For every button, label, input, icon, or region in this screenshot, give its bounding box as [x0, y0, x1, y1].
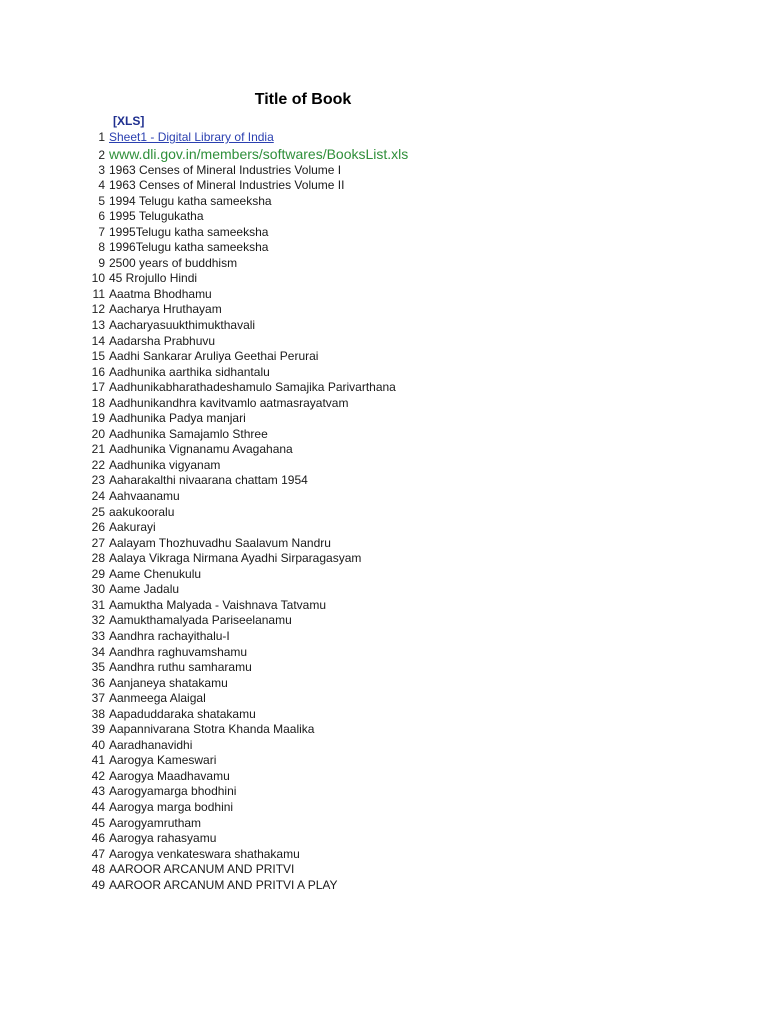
list-item	[0, 380, 408, 396]
row-number: 28	[91, 551, 105, 566]
book-title: Aahvaanamu	[109, 489, 180, 504]
book-title: Aadhunika Padya manjari	[109, 411, 246, 426]
row-number: 30	[91, 582, 105, 597]
book-title: Aarogya marga bodhini	[109, 799, 234, 814]
list-item	[0, 660, 408, 676]
book-title: Aadhunika Samajamlo Sthree	[109, 426, 268, 441]
book-title: 45 Rrojullo Hindi	[109, 271, 198, 286]
row-number: 14	[91, 333, 105, 348]
book-title: 1994 Telugu katha sameeksha	[109, 193, 272, 208]
book-title: Aadhi Sankarar Aruliya Geethai Perurai	[109, 349, 319, 364]
book-title: 1995Telugu katha sameeksha	[109, 224, 269, 239]
row-number: 47	[91, 846, 105, 861]
row-number: 45	[91, 815, 105, 830]
book-title: Aakurayi	[109, 520, 156, 535]
book-title: Aadhunikabharathadeshamulo Samajika Parivarthana	[109, 380, 396, 395]
row-number: 27	[91, 535, 105, 550]
row-number: 12	[91, 302, 105, 317]
list-item	[0, 613, 408, 629]
row-number: 42	[91, 768, 105, 783]
list-item	[0, 287, 408, 303]
list-item	[0, 349, 408, 365]
list-item	[0, 847, 408, 863]
row-number: 35	[91, 660, 105, 675]
book-title: Aaharakalthi nivaarana chattam 1954	[109, 473, 308, 488]
book-title: 1995 Telugukatha	[109, 209, 204, 224]
book-title: Aamukthamalyada Pariseelanamu	[109, 613, 292, 628]
row-number: 3	[98, 162, 105, 177]
row-number: 13	[91, 318, 105, 333]
row-number: 25	[91, 504, 105, 519]
list-item	[0, 582, 408, 598]
row-number: 39	[91, 722, 105, 737]
row-number: 43	[91, 784, 105, 799]
row-number: 40	[91, 737, 105, 752]
list-item	[0, 178, 408, 194]
row-number: 33	[91, 628, 105, 643]
list-item	[0, 816, 408, 832]
list-item	[0, 676, 408, 692]
list-item	[0, 489, 408, 505]
list-item[interactable]	[0, 130, 408, 146]
book-title: Aanmeega Alaigal	[109, 691, 206, 706]
book-title: Aalayam Thozhuvadhu Saalavum Nandru	[109, 535, 331, 550]
book-title: Aarogya Kameswari	[109, 753, 217, 768]
book-title: aakukooralu	[109, 504, 175, 519]
list-item	[0, 551, 408, 567]
row-number: 36	[91, 675, 105, 690]
book-title: Aacharyasuukthimukthavali	[109, 318, 256, 333]
row-number: 10	[91, 271, 105, 286]
book-title: Aarogyamarga bhodhini	[109, 784, 237, 799]
list-item	[0, 240, 408, 256]
book-title: Aame Jadalu	[109, 582, 180, 597]
book-title: Aadarsha Prabhuvu	[109, 333, 216, 348]
row-number: 20	[91, 426, 105, 441]
row-number: 15	[91, 349, 105, 364]
row-number: 23	[91, 473, 105, 488]
list-item	[0, 225, 408, 241]
row-number: 5	[98, 193, 105, 208]
book-title: Aalaya Vikraga Nirmana Ayadhi Sirparagasyam	[109, 551, 362, 566]
row-number: 18	[91, 395, 105, 410]
row-number: 49	[91, 877, 105, 892]
list-item	[0, 318, 408, 334]
list-item	[0, 271, 408, 287]
row-number: 1	[98, 130, 105, 144]
book-title: Aandhra raghuvamshamu	[109, 644, 248, 659]
row-number: 8	[98, 240, 105, 255]
list-item	[0, 520, 408, 536]
list-item	[0, 707, 408, 723]
row-number: 44	[91, 799, 105, 814]
row-number: 38	[91, 706, 105, 721]
book-title: Aandhra ruthu samharamu	[109, 660, 252, 675]
row-number: 7	[98, 224, 105, 239]
book-title: Aarogya venkateswara shathakamu	[109, 846, 300, 861]
book-title: Aamuktha Malyada - Vaishnava Tatvamu	[109, 597, 327, 612]
row-number: 4	[98, 178, 105, 193]
list-item	[0, 691, 408, 707]
row-number: 17	[91, 380, 105, 395]
list-item	[0, 209, 408, 225]
list-item[interactable]	[0, 146, 408, 163]
page-title: Title of Book	[254, 91, 352, 108]
list-item	[0, 769, 408, 785]
row-number: 29	[91, 566, 105, 581]
book-title: Aadhunika Vignanamu Avagahana	[109, 442, 293, 457]
list-item	[0, 784, 408, 800]
book-list	[0, 130, 408, 893]
book-title: 1963 Censes of Mineral Industries Volume I	[109, 162, 342, 177]
list-item	[0, 831, 408, 847]
list-item	[0, 473, 408, 489]
book-title: 1996Telugu katha sameeksha	[109, 240, 269, 255]
row-number: 46	[91, 831, 105, 846]
list-item	[0, 427, 408, 443]
row-number: 48	[91, 862, 105, 877]
list-item	[0, 800, 408, 816]
list-item	[0, 458, 408, 474]
row-number: 21	[91, 442, 105, 457]
row-number: 6	[98, 209, 105, 224]
list-item	[0, 722, 408, 738]
book-title: Aapannivarana Stotra Khanda Maalika	[109, 722, 315, 737]
list-item	[0, 442, 408, 458]
row-number: 34	[91, 644, 105, 659]
book-title: Aame Chenukulu	[109, 566, 202, 581]
book-title: 1963 Censes of Mineral Industries Volume II	[109, 178, 345, 193]
list-item	[0, 302, 408, 318]
row-number: 41	[91, 753, 105, 768]
list-item	[0, 567, 408, 583]
book-title: Aapaduddaraka shatakamu	[109, 706, 256, 721]
book-title: Aanjaneya shatakamu	[109, 675, 228, 690]
list-item	[0, 598, 408, 614]
book-title: Aadhunikandhra kavitvamlo aatmasrayatvam	[109, 395, 349, 410]
row-number: 2	[98, 147, 105, 162]
row-number: 37	[91, 691, 105, 706]
row-number: 19	[91, 411, 105, 426]
row-number: 9	[98, 255, 105, 270]
book-title: Aaradhanavidhi	[109, 737, 193, 752]
xls-tag: [XLS]	[113, 114, 145, 128]
book-title: Aacharya Hruthayam	[109, 302, 222, 317]
list-item	[0, 411, 408, 427]
book-title: 2500 years of buddhism	[109, 255, 238, 270]
book-title: AAROOR ARCANUM AND PRITVI	[109, 862, 295, 877]
book-title: Aarogyamrutham	[109, 815, 202, 830]
sheet-link[interactable]: Sheet1 - Digital Library of India	[109, 130, 274, 144]
source-url[interactable]: www.dli.gov.in/members/softwares/BooksList.xls	[109, 145, 409, 162]
book-title: AAROOR ARCANUM AND PRITVI A PLAY	[109, 877, 338, 892]
list-item	[0, 365, 408, 381]
book-title: Aadhunika aarthika sidhantalu	[109, 364, 270, 379]
book-title: Aaatma Bhodhamu	[109, 286, 212, 301]
row-number: 24	[91, 489, 105, 504]
list-item	[0, 738, 408, 754]
book-title: Aandhra rachayithalu-I	[109, 628, 230, 643]
row-number: 22	[91, 457, 105, 472]
row-number: 11	[92, 286, 105, 301]
list-item	[0, 878, 408, 894]
book-title: Aadhunika vigyanam	[109, 457, 221, 472]
row-number: 31	[91, 597, 105, 612]
list-item	[0, 862, 408, 878]
book-title: Aarogya rahasyamu	[109, 831, 217, 846]
list-item	[0, 645, 408, 661]
list-item	[0, 396, 408, 412]
row-number: 16	[91, 364, 105, 379]
list-item	[0, 194, 408, 210]
book-title: Aarogya Maadhavamu	[109, 768, 230, 783]
row-number: 32	[91, 613, 105, 628]
list-item	[0, 163, 408, 179]
list-item	[0, 629, 408, 645]
list-item	[0, 334, 408, 350]
list-item	[0, 505, 408, 521]
list-item	[0, 256, 408, 272]
list-item	[0, 753, 408, 769]
row-number: 26	[91, 520, 105, 535]
list-item	[0, 536, 408, 552]
